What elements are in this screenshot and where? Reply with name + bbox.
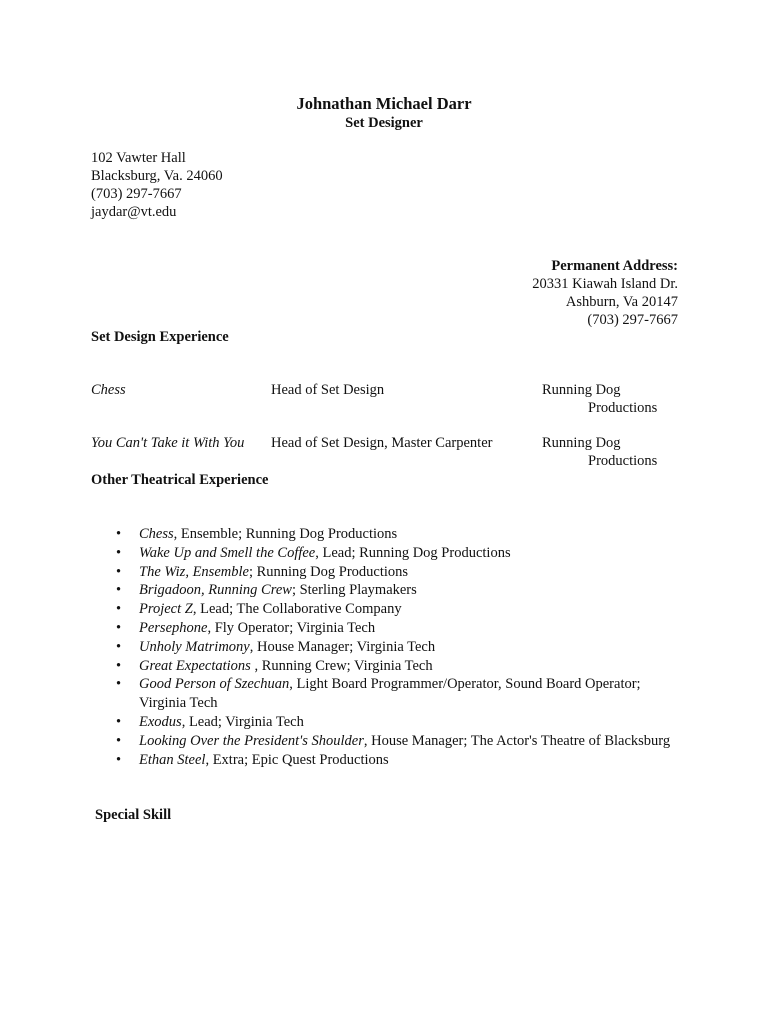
list-item xyxy=(116,657,679,676)
set-design-entry xyxy=(91,381,691,417)
set-design-entry xyxy=(91,434,691,470)
list-item-detail: , Lead; The Collaborative Company xyxy=(192,601,402,618)
bullet-icon: • xyxy=(116,582,122,599)
list-item-detail: ; Sterling Playmakers xyxy=(291,582,417,599)
list-item xyxy=(116,525,679,544)
list-item-detail: , Ensemble; Running Dog Productions xyxy=(173,526,398,542)
list-item-detail: , House Manager; The Actor's Theatre of Blacksburg xyxy=(363,732,671,749)
set-design-entry-title: Chess xyxy=(91,382,126,398)
list-item-detail: , Lead; Running Dog Productions xyxy=(315,544,511,561)
list-item-title: Unholy Matrimony xyxy=(139,638,250,655)
list-item xyxy=(116,581,679,600)
set-design-entry-role: Head of Set Design, Master Carpenter xyxy=(271,435,493,451)
permanent-address-street: 20331 Kiawah Island Dr. xyxy=(532,276,678,292)
set-design-entry-company xyxy=(542,381,692,417)
bullet-icon: • xyxy=(116,526,122,542)
list-item xyxy=(116,713,679,732)
list-item xyxy=(116,638,679,657)
list-item xyxy=(116,544,679,563)
list-item-title: Wake Up and Smell the Coffee xyxy=(139,544,316,561)
special-skill-heading: Special Skill xyxy=(95,807,172,823)
list-item-detail: , House Manager; Virginia Tech xyxy=(249,638,436,655)
list-item xyxy=(116,619,679,638)
list-item-title: Good Person of Szechuan xyxy=(139,676,290,693)
set-design-entry-company-line2: Productions xyxy=(588,453,658,469)
bullet-icon: • xyxy=(116,638,122,655)
list-item-title: The Wiz, Ensemble xyxy=(139,563,249,580)
list-item-title: Great Expectations xyxy=(139,657,255,674)
list-item xyxy=(116,600,679,619)
campus-address-street: 102 Vawter Hall xyxy=(91,150,186,166)
list-item-detail: , Light Board Programmer/Operator, Sound Board Operator; Virginia Tech xyxy=(139,676,641,712)
bullet-icon: • xyxy=(116,601,122,618)
campus-address xyxy=(91,149,223,221)
permanent-address-phone: (703) 297-7667 xyxy=(587,312,678,328)
set-design-heading: Set Design Experience xyxy=(91,329,229,345)
set-design-entry-company-line2: Productions xyxy=(588,400,658,416)
bullet-icon: • xyxy=(116,619,122,636)
list-item xyxy=(116,675,679,713)
set-design-entry-title: You Can't Take it With You xyxy=(91,435,245,451)
campus-address-phone: (703) 297-7667 xyxy=(91,186,182,202)
list-item-detail: , Fly Operator; Virginia Tech xyxy=(207,619,376,636)
bullet-icon: • xyxy=(116,563,122,580)
other-theatrical-list xyxy=(116,525,679,769)
list-item-title: Brigadoon, Running Crew xyxy=(139,582,292,599)
resume-name: Johnathan Michael Darr xyxy=(296,94,472,113)
set-design-entry-company xyxy=(542,434,692,470)
bullet-icon: • xyxy=(116,713,122,730)
bullet-icon: • xyxy=(116,657,122,674)
bullet-icon: • xyxy=(116,732,122,749)
bullet-icon: • xyxy=(116,751,122,768)
list-item xyxy=(116,751,679,770)
list-item-detail: ; Running Dog Productions xyxy=(248,563,409,580)
resume-role: Set Designer xyxy=(345,115,423,131)
campus-address-city: Blacksburg, Va. 24060 xyxy=(91,168,223,184)
list-item-title: Ethan Steel xyxy=(139,751,206,768)
permanent-address xyxy=(532,257,678,329)
other-theatrical-heading: Other Theatrical Experience xyxy=(91,472,269,488)
list-item-detail: , Extra; Epic Quest Productions xyxy=(205,751,389,768)
list-item-title: Chess xyxy=(139,526,174,542)
list-item-title: Exodus xyxy=(139,713,182,730)
campus-address-email: jaydar@vt.edu xyxy=(91,204,177,220)
list-item-title: Project Z xyxy=(139,601,193,618)
permanent-address-label: Permanent Address: xyxy=(551,258,678,274)
list-item-detail: , Lead; Virginia Tech xyxy=(181,713,304,730)
set-design-entry-company-line1: Running Dog xyxy=(542,435,621,451)
list-item-title: Looking Over the President's Shoulder xyxy=(139,732,364,749)
list-item-detail: , Running Crew; Virginia Tech xyxy=(254,657,433,674)
bullet-icon: • xyxy=(116,544,122,561)
list-item-title: Persephone xyxy=(139,619,208,636)
set-design-entry-role: Head of Set Design xyxy=(271,382,385,398)
set-design-entry-company-line1: Running Dog xyxy=(542,382,621,398)
bullet-icon: • xyxy=(116,676,122,693)
permanent-address-city: Ashburn, Va 20147 xyxy=(565,294,678,310)
list-item xyxy=(116,732,679,751)
list-item xyxy=(116,563,679,582)
